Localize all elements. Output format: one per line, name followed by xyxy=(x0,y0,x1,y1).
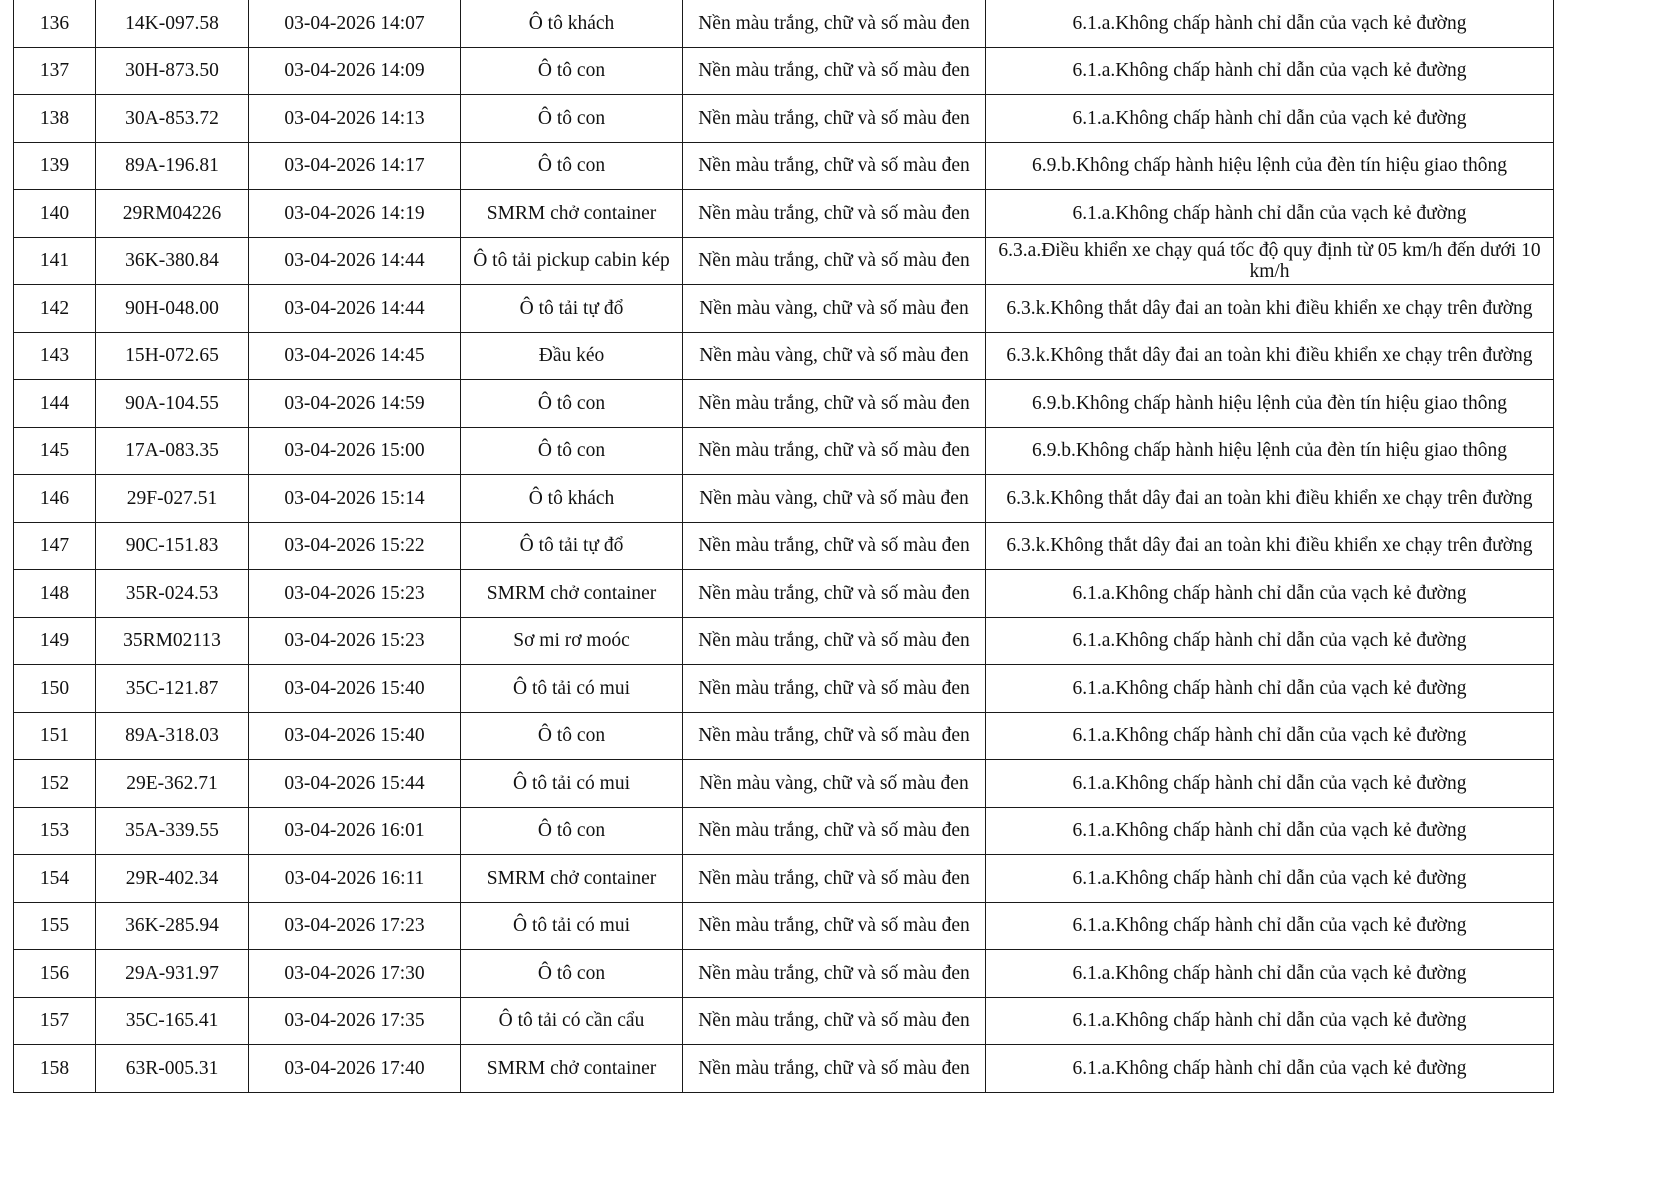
plate-color-cell: Nền màu vàng, chữ và số màu đen xyxy=(683,332,986,380)
vehicle-type-cell: SMRM chở container xyxy=(461,190,683,238)
vehicle-type-cell: Ô tô con xyxy=(461,807,683,855)
violation-description-cell: 6.1.a.Không chấp hành chỉ dẫn của vạch kẻ đường xyxy=(986,1045,1554,1093)
violation-description-cell: 6.1.a.Không chấp hành chỉ dẫn của vạch kẻ đường xyxy=(986,855,1554,903)
row-number-cell: 156 xyxy=(14,950,96,998)
table-row xyxy=(14,570,1554,618)
violation-description-cell: 6.1.a.Không chấp hành chỉ dẫn của vạch kẻ đường xyxy=(986,950,1554,998)
vehicle-type-cell: Ô tô con xyxy=(461,47,683,95)
plate-color-cell: Nền màu trắng, chữ và số màu đen xyxy=(683,950,986,998)
vehicle-type-cell: SMRM chở container xyxy=(461,1045,683,1093)
vehicle-type-cell: Ô tô tải có cần cẩu xyxy=(461,997,683,1045)
violation-time-cell: 03-04-2026 14:17 xyxy=(249,142,461,190)
plate-color-cell: Nền màu vàng, chữ và số màu đen xyxy=(683,760,986,808)
license-plate-cell: 35R-024.53 xyxy=(96,570,249,618)
plate-color-cell: Nền màu trắng, chữ và số màu đen xyxy=(683,997,986,1045)
table-row xyxy=(14,855,1554,903)
row-number-cell: 140 xyxy=(14,190,96,238)
row-number-cell: 139 xyxy=(14,142,96,190)
violation-time-cell: 03-04-2026 17:40 xyxy=(249,1045,461,1093)
table-row xyxy=(14,665,1554,713)
plate-color-cell: Nền màu trắng, chữ và số màu đen xyxy=(683,142,986,190)
row-number-cell: 148 xyxy=(14,570,96,618)
plate-color-cell: Nền màu trắng, chữ và số màu đen xyxy=(683,380,986,428)
row-number-cell: 142 xyxy=(14,285,96,333)
vehicle-type-cell: Ô tô con xyxy=(461,712,683,760)
row-number-cell: 145 xyxy=(14,427,96,475)
row-number-cell: 152 xyxy=(14,760,96,808)
row-number-cell: 158 xyxy=(14,1045,96,1093)
vehicle-type-cell: Ô tô tải có mui xyxy=(461,902,683,950)
violations-table xyxy=(13,0,1554,1093)
table-row xyxy=(14,475,1554,523)
violation-time-cell: 03-04-2026 17:23 xyxy=(249,902,461,950)
table-row xyxy=(14,190,1554,238)
violation-description-cell: 6.1.a.Không chấp hành chỉ dẫn của vạch kẻ đường xyxy=(986,997,1554,1045)
license-plate-cell: 15H-072.65 xyxy=(96,332,249,380)
violation-description-cell: 6.1.a.Không chấp hành chỉ dẫn của vạch kẻ đường xyxy=(986,665,1554,713)
violation-description-cell: 6.1.a.Không chấp hành chỉ dẫn của vạch kẻ đường xyxy=(986,617,1554,665)
plate-color-cell: Nền màu trắng, chữ và số màu đen xyxy=(683,807,986,855)
table-row xyxy=(14,807,1554,855)
plate-color-cell: Nền màu vàng, chữ và số màu đen xyxy=(683,285,986,333)
table-row xyxy=(14,522,1554,570)
violation-description-cell: 6.1.a.Không chấp hành chỉ dẫn của vạch kẻ đường xyxy=(986,902,1554,950)
plate-color-cell: Nền màu trắng, chữ và số màu đen xyxy=(683,0,986,47)
vehicle-type-cell: Sơ mi rơ moóc xyxy=(461,617,683,665)
vehicle-type-cell: Ô tô con xyxy=(461,142,683,190)
license-plate-cell: 90A-104.55 xyxy=(96,380,249,428)
table-row xyxy=(14,712,1554,760)
table-row xyxy=(14,997,1554,1045)
table-row xyxy=(14,237,1554,285)
license-plate-cell: 30H-873.50 xyxy=(96,47,249,95)
plate-color-cell: Nền màu trắng, chữ và số màu đen xyxy=(683,617,986,665)
plate-color-cell: Nền màu trắng, chữ và số màu đen xyxy=(683,47,986,95)
license-plate-cell: 35RM02113 xyxy=(96,617,249,665)
license-plate-cell: 90H-048.00 xyxy=(96,285,249,333)
row-number-cell: 150 xyxy=(14,665,96,713)
violation-description-cell: 6.3.k.Không thắt dây đai an toàn khi điều khiển xe chạy trên đường xyxy=(986,522,1554,570)
violation-time-cell: 03-04-2026 14:13 xyxy=(249,95,461,143)
license-plate-cell: 17A-083.35 xyxy=(96,427,249,475)
violation-time-cell: 03-04-2026 14:45 xyxy=(249,332,461,380)
license-plate-cell: 35C-121.87 xyxy=(96,665,249,713)
table-row xyxy=(14,285,1554,333)
vehicle-type-cell: Ô tô tải tự đổ xyxy=(461,285,683,333)
table-row xyxy=(14,47,1554,95)
row-number-cell: 137 xyxy=(14,47,96,95)
vehicle-type-cell: Ô tô tải pickup cabin kép xyxy=(461,237,683,285)
violation-description-cell: 6.9.b.Không chấp hành hiệu lệnh của đèn tín hiệu giao thông xyxy=(986,380,1554,428)
violation-time-cell: 03-04-2026 16:01 xyxy=(249,807,461,855)
violation-time-cell: 03-04-2026 15:23 xyxy=(249,617,461,665)
violation-time-cell: 03-04-2026 15:23 xyxy=(249,570,461,618)
license-plate-cell: 36K-285.94 xyxy=(96,902,249,950)
violation-time-cell: 03-04-2026 15:40 xyxy=(249,665,461,713)
violation-time-cell: 03-04-2026 15:22 xyxy=(249,522,461,570)
table-row xyxy=(14,0,1554,47)
table-row xyxy=(14,760,1554,808)
table-row xyxy=(14,617,1554,665)
violation-time-cell: 03-04-2026 15:44 xyxy=(249,760,461,808)
violation-time-cell: 03-04-2026 14:07 xyxy=(249,0,461,47)
violation-description-cell: 6.9.b.Không chấp hành hiệu lệnh của đèn tín hiệu giao thông xyxy=(986,142,1554,190)
table-row xyxy=(14,1045,1554,1093)
plate-color-cell: Nền màu trắng, chữ và số màu đen xyxy=(683,855,986,903)
license-plate-cell: 63R-005.31 xyxy=(96,1045,249,1093)
row-number-cell: 153 xyxy=(14,807,96,855)
violation-description-cell: 6.1.a.Không chấp hành chỉ dẫn của vạch kẻ đường xyxy=(986,712,1554,760)
violation-time-cell: 03-04-2026 15:14 xyxy=(249,475,461,523)
row-number-cell: 144 xyxy=(14,380,96,428)
plate-color-cell: Nền màu trắng, chữ và số màu đen xyxy=(683,190,986,238)
license-plate-cell: 36K-380.84 xyxy=(96,237,249,285)
violation-time-cell: 03-04-2026 14:09 xyxy=(249,47,461,95)
plate-color-cell: Nền màu trắng, chữ và số màu đen xyxy=(683,95,986,143)
plate-color-cell: Nền màu vàng, chữ và số màu đen xyxy=(683,475,986,523)
violation-description-cell: 6.1.a.Không chấp hành chỉ dẫn của vạch kẻ đường xyxy=(986,95,1554,143)
table-row xyxy=(14,902,1554,950)
vehicle-type-cell: Ô tô con xyxy=(461,427,683,475)
plate-color-cell: Nền màu trắng, chữ và số màu đen xyxy=(683,712,986,760)
violation-description-cell: 6.1.a.Không chấp hành chỉ dẫn của vạch kẻ đường xyxy=(986,47,1554,95)
violation-description-cell: 6.3.k.Không thắt dây đai an toàn khi điều khiển xe chạy trên đường xyxy=(986,332,1554,380)
license-plate-cell: 29A-931.97 xyxy=(96,950,249,998)
vehicle-type-cell: Ô tô khách xyxy=(461,0,683,47)
violations-table-body xyxy=(14,0,1554,1092)
violation-description-cell: 6.1.a.Không chấp hành chỉ dẫn của vạch kẻ đường xyxy=(986,0,1554,47)
violation-time-cell: 03-04-2026 17:35 xyxy=(249,997,461,1045)
violation-time-cell: 03-04-2026 15:00 xyxy=(249,427,461,475)
license-plate-cell: 35A-339.55 xyxy=(96,807,249,855)
row-number-cell: 151 xyxy=(14,712,96,760)
vehicle-type-cell: Ô tô tải có mui xyxy=(461,760,683,808)
table-row xyxy=(14,142,1554,190)
license-plate-cell: 29RM04226 xyxy=(96,190,249,238)
row-number-cell: 155 xyxy=(14,902,96,950)
violation-time-cell: 03-04-2026 14:44 xyxy=(249,285,461,333)
vehicle-type-cell: Ô tô tải có mui xyxy=(461,665,683,713)
violation-time-cell: 03-04-2026 15:40 xyxy=(249,712,461,760)
license-plate-cell: 89A-196.81 xyxy=(96,142,249,190)
vehicle-type-cell: SMRM chở container xyxy=(461,855,683,903)
vehicle-type-cell: Ô tô tải tự đổ xyxy=(461,522,683,570)
license-plate-cell: 89A-318.03 xyxy=(96,712,249,760)
license-plate-cell: 14K-097.58 xyxy=(96,0,249,47)
violation-time-cell: 03-04-2026 17:30 xyxy=(249,950,461,998)
plate-color-cell: Nền màu trắng, chữ và số màu đen xyxy=(683,570,986,618)
row-number-cell: 141 xyxy=(14,237,96,285)
violation-description-cell: 6.1.a.Không chấp hành chỉ dẫn của vạch kẻ đường xyxy=(986,190,1554,238)
plate-color-cell: Nền màu trắng, chữ và số màu đen xyxy=(683,237,986,285)
violation-time-cell: 03-04-2026 14:19 xyxy=(249,190,461,238)
vehicle-type-cell: Ô tô con xyxy=(461,95,683,143)
row-number-cell: 154 xyxy=(14,855,96,903)
violation-time-cell: 03-04-2026 14:44 xyxy=(249,237,461,285)
row-number-cell: 143 xyxy=(14,332,96,380)
vehicle-type-cell: Ô tô con xyxy=(461,380,683,428)
violation-time-cell: 03-04-2026 14:59 xyxy=(249,380,461,428)
license-plate-cell: 29F-027.51 xyxy=(96,475,249,523)
table-row xyxy=(14,95,1554,143)
violation-description-cell: 6.3.k.Không thắt dây đai an toàn khi điều khiển xe chạy trên đường xyxy=(986,475,1554,523)
table-row xyxy=(14,950,1554,998)
violation-description-cell: 6.1.a.Không chấp hành chỉ dẫn của vạch kẻ đường xyxy=(986,760,1554,808)
vehicle-type-cell: Ô tô con xyxy=(461,950,683,998)
license-plate-cell: 35C-165.41 xyxy=(96,997,249,1045)
row-number-cell: 149 xyxy=(14,617,96,665)
license-plate-cell: 29E-362.71 xyxy=(96,760,249,808)
table-row xyxy=(14,427,1554,475)
violation-time-cell: 03-04-2026 16:11 xyxy=(249,855,461,903)
license-plate-cell: 90C-151.83 xyxy=(96,522,249,570)
plate-color-cell: Nền màu trắng, chữ và số màu đen xyxy=(683,902,986,950)
violation-description-cell: 6.9.b.Không chấp hành hiệu lệnh của đèn tín hiệu giao thông xyxy=(986,427,1554,475)
row-number-cell: 147 xyxy=(14,522,96,570)
vehicle-type-cell: SMRM chở container xyxy=(461,570,683,618)
violation-description-cell: 6.3.a.Điều khiển xe chạy quá tốc độ quy định từ 05 km/h đến dưới 10 km/h xyxy=(986,237,1554,285)
vehicle-type-cell: Ô tô khách xyxy=(461,475,683,523)
row-number-cell: 136 xyxy=(14,0,96,47)
plate-color-cell: Nền màu trắng, chữ và số màu đen xyxy=(683,665,986,713)
row-number-cell: 146 xyxy=(14,475,96,523)
table-row xyxy=(14,380,1554,428)
violation-description-cell: 6.3.k.Không thắt dây đai an toàn khi điều khiển xe chạy trên đường xyxy=(986,285,1554,333)
violation-description-cell: 6.1.a.Không chấp hành chỉ dẫn của vạch kẻ đường xyxy=(986,807,1554,855)
row-number-cell: 157 xyxy=(14,997,96,1045)
plate-color-cell: Nền màu trắng, chữ và số màu đen xyxy=(683,522,986,570)
vehicle-type-cell: Đầu kéo xyxy=(461,332,683,380)
plate-color-cell: Nền màu trắng, chữ và số màu đen xyxy=(683,1045,986,1093)
plate-color-cell: Nền màu trắng, chữ và số màu đen xyxy=(683,427,986,475)
row-number-cell: 138 xyxy=(14,95,96,143)
table-row xyxy=(14,332,1554,380)
license-plate-cell: 30A-853.72 xyxy=(96,95,249,143)
violation-description-cell: 6.1.a.Không chấp hành chỉ dẫn của vạch kẻ đường xyxy=(986,570,1554,618)
license-plate-cell: 29R-402.34 xyxy=(96,855,249,903)
